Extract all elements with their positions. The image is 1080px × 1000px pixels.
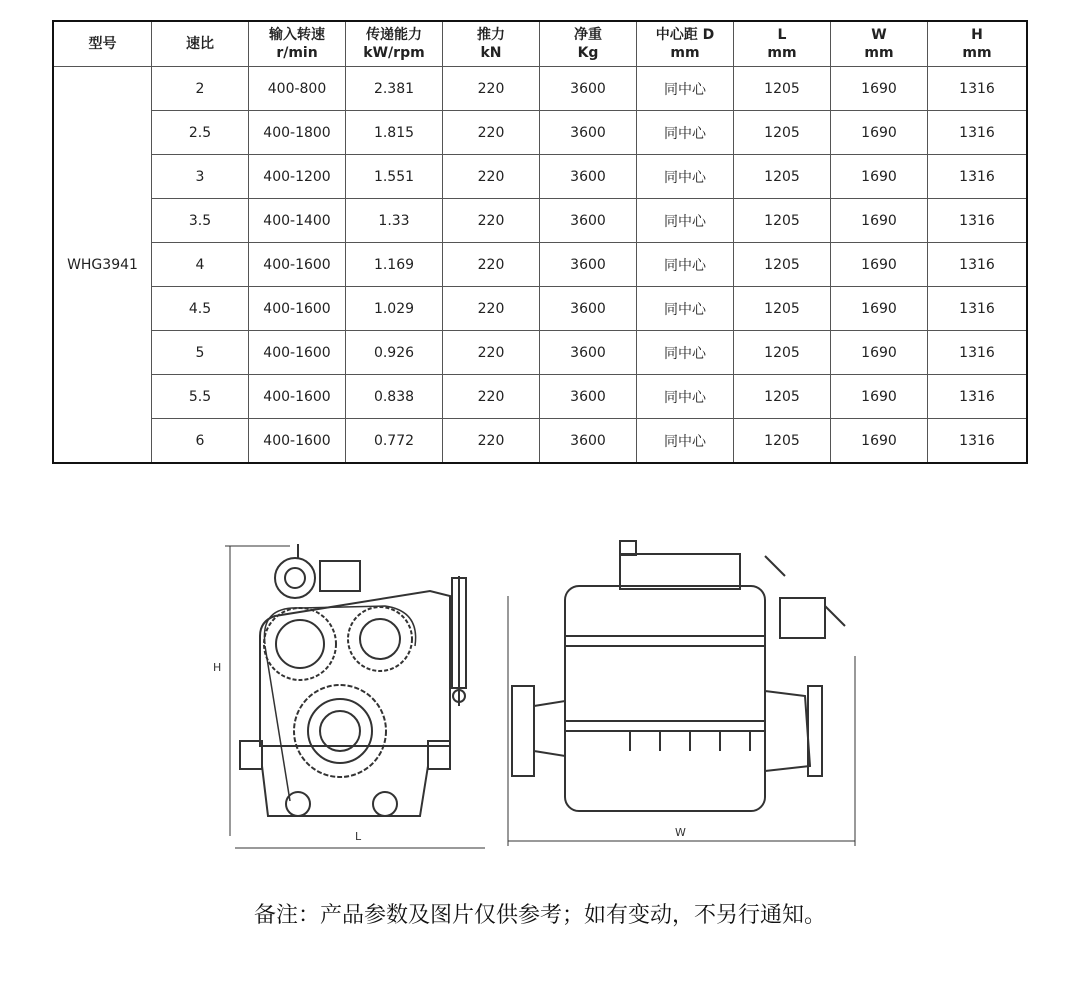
table-row <box>53 243 1027 287</box>
column-header-label: 净重 <box>574 27 602 43</box>
table-row <box>53 199 1027 243</box>
table-cell: 400-1600 <box>249 243 346 287</box>
column-header-unit: kW/rpm <box>363 45 425 61</box>
table-cell: 1205 <box>734 199 831 243</box>
table-cell: 同中心 <box>637 419 734 464</box>
model-cell: WHG3941 <box>53 67 152 464</box>
table-row <box>53 375 1027 419</box>
column-header <box>928 21 1028 67</box>
disclaimer-note: 备注：产品参数及图片仅供参考；如有变动，不另行通知。 <box>253 903 826 928</box>
table-cell: 220 <box>443 243 540 287</box>
header-row <box>53 21 1027 67</box>
spec-table <box>52 20 1028 464</box>
table-cell: 3600 <box>540 155 637 199</box>
dim-label-w: W <box>675 826 686 839</box>
column-header-label: L <box>777 27 787 43</box>
table-cell: 1690 <box>831 419 928 464</box>
table-cell: 1205 <box>734 287 831 331</box>
table-cell: 1690 <box>831 155 928 199</box>
spec-table-body <box>53 67 1027 464</box>
table-cell: 1690 <box>831 375 928 419</box>
table-row <box>53 111 1027 155</box>
table-row <box>53 331 1027 375</box>
table-cell: 1205 <box>734 243 831 287</box>
table-cell: 2 <box>152 67 249 111</box>
table-cell: 1205 <box>734 111 831 155</box>
table-cell: 同中心 <box>637 67 734 111</box>
table-cell: 3600 <box>540 419 637 464</box>
table-cell: 1316 <box>928 199 1028 243</box>
table-cell: 220 <box>443 419 540 464</box>
table-cell: 1316 <box>928 375 1028 419</box>
table-cell: 3600 <box>540 375 637 419</box>
table-cell: 1316 <box>928 111 1028 155</box>
table-cell: 400-1600 <box>249 331 346 375</box>
table-cell: 1.815 <box>346 111 443 155</box>
table-cell: 220 <box>443 331 540 375</box>
table-cell: 1205 <box>734 375 831 419</box>
table-cell: 同中心 <box>637 331 734 375</box>
table-cell: 4.5 <box>152 287 249 331</box>
column-header <box>443 21 540 67</box>
dim-label-h: H <box>213 661 222 674</box>
side-view <box>225 544 485 848</box>
table-cell: 同中心 <box>637 111 734 155</box>
table-cell: 2.5 <box>152 111 249 155</box>
table-cell: 3600 <box>540 67 637 111</box>
table-row <box>53 155 1027 199</box>
column-header-unit: mm <box>670 45 700 61</box>
table-cell: 1316 <box>928 67 1028 111</box>
table-cell: 400-1600 <box>249 375 346 419</box>
table-cell: 1316 <box>928 243 1028 287</box>
table-cell: 6 <box>152 419 249 464</box>
table-cell: 同中心 <box>637 375 734 419</box>
table-cell: 220 <box>443 287 540 331</box>
table-cell: 5 <box>152 331 249 375</box>
table-cell: 1316 <box>928 419 1028 464</box>
table-cell: 400-1600 <box>249 287 346 331</box>
table-cell: 同中心 <box>637 199 734 243</box>
column-header <box>152 21 249 67</box>
column-header <box>540 21 637 67</box>
table-cell: 3.5 <box>152 199 249 243</box>
column-header-label: 型号 <box>88 36 117 52</box>
column-header-unit: mm <box>962 45 992 61</box>
column-header-label: 中心距 D <box>655 27 715 43</box>
table-cell: 3600 <box>540 199 637 243</box>
table-cell: 3600 <box>540 331 637 375</box>
column-header <box>346 21 443 67</box>
spec-table-header <box>53 21 1027 67</box>
table-row <box>53 67 1027 111</box>
table-cell: 3600 <box>540 243 637 287</box>
table-cell: 1.33 <box>346 199 443 243</box>
table-cell: 220 <box>443 375 540 419</box>
table-cell: 220 <box>443 67 540 111</box>
table-cell: 2.381 <box>346 67 443 111</box>
table-cell: 1690 <box>831 331 928 375</box>
table-cell: 3600 <box>540 287 637 331</box>
table-cell: 1205 <box>734 331 831 375</box>
column-header <box>53 21 152 67</box>
table-row <box>53 419 1027 464</box>
column-header-unit: mm <box>864 45 894 61</box>
table-cell: 1.551 <box>346 155 443 199</box>
table-cell: 400-800 <box>249 67 346 111</box>
table-cell: 400-1800 <box>249 111 346 155</box>
dim-label-l: L <box>355 830 362 843</box>
table-cell: 400-1200 <box>249 155 346 199</box>
column-header-label: 推力 <box>477 27 505 43</box>
column-header-label: 输入转速 <box>269 27 325 43</box>
column-header <box>637 21 734 67</box>
table-cell: 1.029 <box>346 287 443 331</box>
table-cell: 400-1400 <box>249 199 346 243</box>
table-cell: 0.838 <box>346 375 443 419</box>
table-cell: 3 <box>152 155 249 199</box>
table-cell: 1690 <box>831 243 928 287</box>
table-row <box>53 287 1027 331</box>
table-cell: 1316 <box>928 287 1028 331</box>
column-header-unit: mm <box>767 45 797 61</box>
table-cell: 同中心 <box>637 243 734 287</box>
gearbox-drawing <box>213 536 870 854</box>
table-cell: 4 <box>152 243 249 287</box>
table-cell: 同中心 <box>637 155 734 199</box>
column-header <box>831 21 928 67</box>
table-cell: 1205 <box>734 155 831 199</box>
column-header-label: 传递能力 <box>366 27 422 43</box>
table-cell: 同中心 <box>637 287 734 331</box>
column-header <box>734 21 831 67</box>
table-cell: 1205 <box>734 419 831 464</box>
table-cell: 400-1600 <box>249 419 346 464</box>
column-header-unit: Kg <box>577 45 599 61</box>
table-cell: 220 <box>443 199 540 243</box>
column-header-unit: kN <box>480 45 502 61</box>
column-header-unit: r/min <box>276 45 318 61</box>
table-cell: 1316 <box>928 155 1028 199</box>
table-cell: 1.169 <box>346 243 443 287</box>
column-header-label: W <box>871 27 887 43</box>
table-cell: 1690 <box>831 287 928 331</box>
table-cell: 220 <box>443 111 540 155</box>
table-cell: 1690 <box>831 67 928 111</box>
front-view <box>508 541 855 846</box>
column-header <box>249 21 346 67</box>
table-cell: 0.772 <box>346 419 443 464</box>
table-cell: 3600 <box>540 111 637 155</box>
column-header-label: 速比 <box>186 36 214 52</box>
table-cell: 1316 <box>928 331 1028 375</box>
table-cell: 1690 <box>831 111 928 155</box>
column-header-label: H <box>971 27 983 43</box>
table-cell: 1205 <box>734 67 831 111</box>
table-cell: 5.5 <box>152 375 249 419</box>
table-cell: 1690 <box>831 199 928 243</box>
table-cell: 0.926 <box>346 331 443 375</box>
table-cell: 220 <box>443 155 540 199</box>
